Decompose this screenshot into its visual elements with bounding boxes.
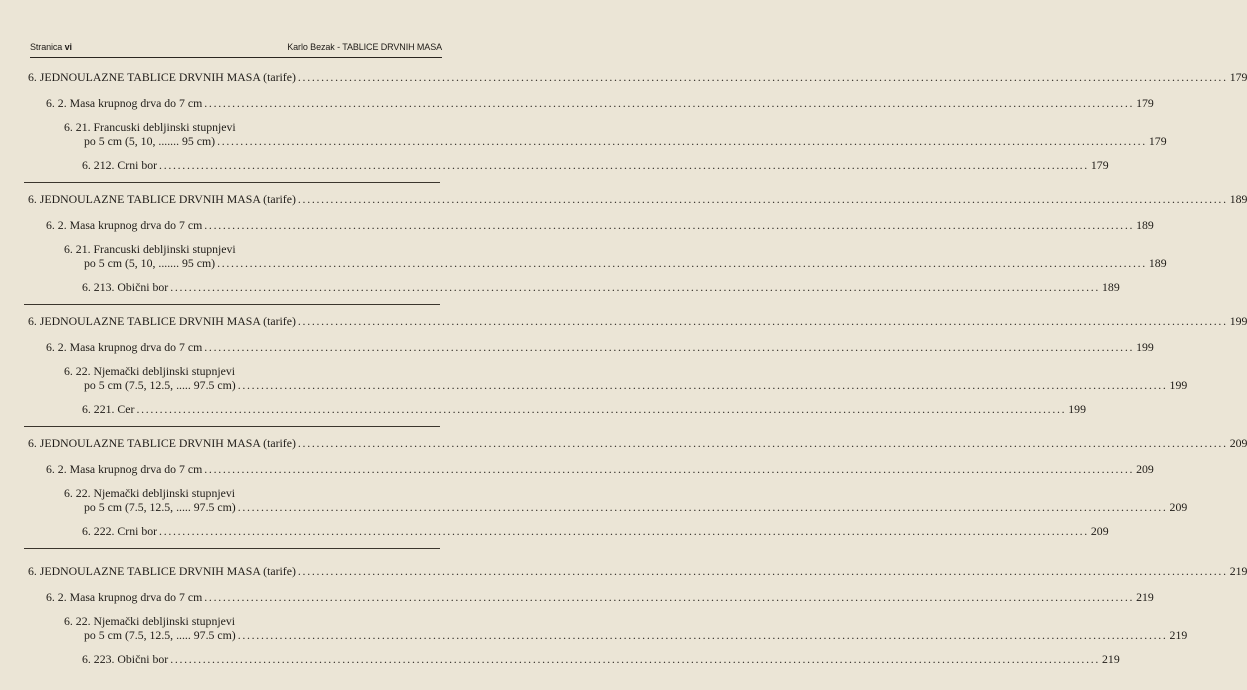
toc-entry-subsection[interactable]: [84, 134, 1167, 148]
toc-entry-section-label: 6. 2. Masa krupnog drva do 7 cm: [46, 96, 203, 110]
dot-leader: ........................................................................................................................................................................................................: [297, 70, 1228, 84]
toc-entry-chapter-label: 6. JEDNOULAZNE TABLICE DRVNIH MASA (tarife): [28, 70, 296, 84]
dot-leader: ........................................................................................................................................................................................................: [237, 500, 1168, 514]
toc-entry-subsection[interactable]: [84, 628, 1188, 642]
toc-entry-subsection-label: po 5 cm (5, 10, ....... 95 cm): [84, 134, 216, 148]
toc-entry-section-page-number: 199: [1136, 340, 1154, 354]
dot-leader: ........................................................................................................................................................................................................: [170, 280, 1101, 294]
toc-entry-chapter-page-number: 209: [1229, 436, 1247, 450]
toc-entry-subsection-title: 6. 22. Njemački debljinski stupnjevi: [64, 364, 236, 378]
dot-leader: ........................................................................................................................................................................................................: [204, 340, 1135, 354]
dot-leader: ........................................................................................................................................................................................................: [204, 218, 1135, 232]
toc-entry-subsection-title: 6. 21. Francuski debljinski stupnjevi: [64, 242, 236, 256]
toc-entry-chapter-label: 6. JEDNOULAZNE TABLICE DRVNIH MASA (tarife): [28, 192, 296, 206]
toc-entry-species-page-number: 199: [1068, 402, 1086, 416]
toc-entry-species[interactable]: [82, 524, 1109, 538]
toc-entry-section[interactable]: [46, 96, 1154, 110]
toc-entry-section-page-number: 209: [1136, 462, 1154, 476]
dot-leader: ........................................................................................................................................................................................................: [204, 462, 1135, 476]
dot-leader: ........................................................................................................................................................................................................: [297, 436, 1228, 450]
toc-entry-subsection[interactable]: [84, 256, 1167, 270]
toc-entry-species-label: 6. 212. Crni bor: [82, 158, 158, 172]
toc-entry-subsection-label: po 5 cm (7.5, 12.5, ..... 97.5 cm): [84, 628, 236, 642]
dot-leader: ........................................................................................................................................................................................................: [297, 192, 1228, 206]
section-divider: [24, 548, 440, 549]
toc-entry-species-label: 6. 213. Obični bor: [82, 280, 169, 294]
toc-entry-species[interactable]: [82, 652, 1120, 666]
dot-leader: ........................................................................................................................................................................................................: [204, 590, 1135, 604]
dot-leader: ........................................................................................................................................................................................................: [170, 652, 1101, 666]
toc-entry-chapter-label: 6. JEDNOULAZNE TABLICE DRVNIH MASA (tarife): [28, 436, 296, 450]
toc-entry-subsection[interactable]: [84, 500, 1188, 514]
toc-entry-chapter-page-number: 219: [1229, 564, 1247, 578]
toc-entry-section-label: 6. 2. Masa krupnog drva do 7 cm: [46, 590, 203, 604]
toc-entry-species-page-number: 209: [1090, 524, 1109, 538]
header-page-label: Stranica: [30, 42, 63, 52]
header-page-roman: vi: [64, 42, 72, 52]
toc-entry-chapter-page-number: 199: [1229, 314, 1247, 328]
toc-entry-subsection-page-number: 199: [1169, 378, 1188, 392]
toc-entry-section-page-number: 219: [1136, 590, 1154, 604]
dot-leader: ........................................................................................................................................................................................................: [217, 256, 1147, 270]
toc-entry-subsection-page-number: 209: [1169, 500, 1188, 514]
dot-leader: ........................................................................................................................................................................................................: [297, 314, 1228, 328]
toc-entry-section[interactable]: [46, 340, 1154, 354]
section-divider: [24, 426, 440, 427]
toc-entry-species[interactable]: [82, 158, 1109, 172]
toc-entry-species-page-number: 179: [1090, 158, 1109, 172]
dot-leader: ........................................................................................................................................................................................................: [204, 96, 1135, 110]
toc-entry-species-label: 6. 222. Crni bor: [82, 524, 158, 538]
toc-entry-subsection-title: 6. 22. Njemački debljinski stupnjevi: [64, 614, 236, 628]
dot-leader: ........................................................................................................................................................................................................: [136, 402, 1067, 416]
toc-entry-species-page-number: 189: [1102, 280, 1120, 294]
running-header: [30, 42, 442, 56]
dot-leader: ........................................................................................................................................................................................................: [237, 378, 1168, 392]
toc-entry-subsection-label: po 5 cm (7.5, 12.5, ..... 97.5 cm): [84, 500, 236, 514]
toc-entry-section[interactable]: [46, 462, 1154, 476]
header-page-number: [30, 42, 72, 52]
toc-entry-chapter[interactable]: [28, 314, 1247, 328]
dot-leader: ........................................................................................................................................................................................................: [297, 564, 1228, 578]
toc-entry-species[interactable]: [82, 402, 1086, 416]
toc-entry-subsection-title: 6. 22. Njemački debljinski stupnjevi: [64, 486, 236, 500]
toc-entry-chapter-label: 6. JEDNOULAZNE TABLICE DRVNIH MASA (tarife): [28, 314, 296, 328]
section-divider: [24, 304, 440, 305]
toc-entry-section-page-number: 189: [1136, 218, 1154, 232]
toc-entry-chapter[interactable]: [28, 70, 1247, 84]
header-rule: [30, 57, 442, 58]
toc-entry-subsection-page-number: 219: [1169, 628, 1188, 642]
toc-entry-subsection[interactable]: [84, 378, 1188, 392]
toc-entry-subsection-label: po 5 cm (5, 10, ....... 95 cm): [84, 256, 216, 270]
toc-entry-section[interactable]: [46, 218, 1154, 232]
dot-leader: ........................................................................................................................................................................................................: [159, 158, 1089, 172]
toc-entry-section-label: 6. 2. Masa krupnog drva do 7 cm: [46, 340, 203, 354]
toc-entry-species-page-number: 219: [1102, 652, 1120, 666]
toc-entry-section-label: 6. 2. Masa krupnog drva do 7 cm: [46, 462, 203, 476]
toc-entry-subsection-title: 6. 21. Francuski debljinski stupnjevi: [64, 120, 236, 134]
toc-entry-species-label: 6. 223. Obični bor: [82, 652, 169, 666]
toc-entry-subsection-page-number: 189: [1148, 256, 1167, 270]
toc-entry-chapter-label: 6. JEDNOULAZNE TABLICE DRVNIH MASA (tarife): [28, 564, 296, 578]
toc-entry-section[interactable]: [46, 590, 1154, 604]
dot-leader: ........................................................................................................................................................................................................: [159, 524, 1089, 538]
toc-entry-chapter-page-number: 189: [1229, 192, 1247, 206]
toc-entry-species-label: 6. 221. Cer: [82, 402, 135, 416]
toc-entry-section-page-number: 179: [1136, 96, 1154, 110]
toc-entry-species[interactable]: [82, 280, 1120, 294]
toc-entry-chapter-page-number: 179: [1229, 70, 1247, 84]
toc-entry-chapter[interactable]: [28, 564, 1247, 578]
toc-entry-chapter[interactable]: [28, 436, 1247, 450]
toc-entry-subsection-page-number: 179: [1148, 134, 1167, 148]
header-author-title: Karlo Bezak - TABLICE DRVNIH MASA: [287, 42, 442, 52]
toc-entry-chapter[interactable]: [28, 192, 1247, 206]
toc-entry-section-label: 6. 2. Masa krupnog drva do 7 cm: [46, 218, 203, 232]
section-divider: [24, 182, 440, 183]
toc-entry-subsection-label: po 5 cm (7.5, 12.5, ..... 97.5 cm): [84, 378, 236, 392]
dot-leader: ........................................................................................................................................................................................................: [217, 134, 1147, 148]
dot-leader: ........................................................................................................................................................................................................: [237, 628, 1168, 642]
